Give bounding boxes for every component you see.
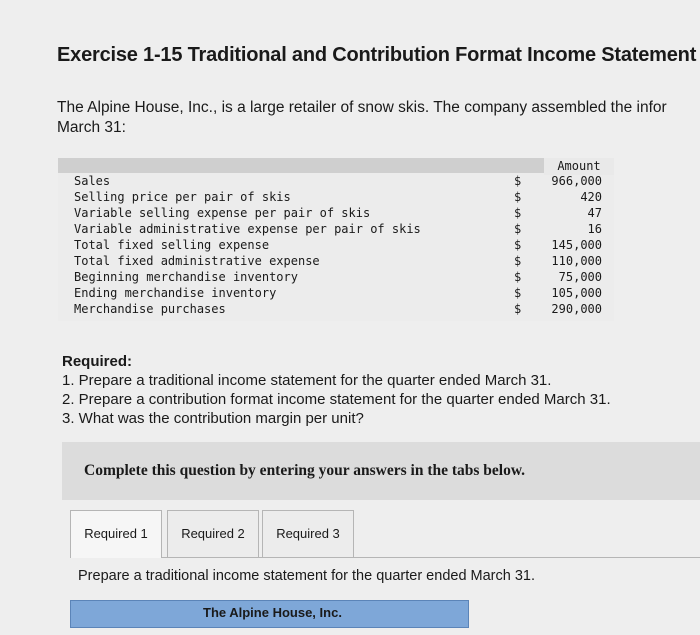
required-section (62, 352, 611, 428)
required-item-2: 2. Prepare a contribution format income statement for the quarter ended March 31. (62, 391, 611, 408)
row-label: Total fixed administrative expense (74, 254, 320, 268)
tab-required-2[interactable]: Required 2 (167, 510, 259, 558)
row-currency: $ (514, 302, 522, 316)
instruction-text: Complete this question by entering your answers in the tabs below. (84, 462, 526, 479)
row-currency: $ (514, 190, 522, 204)
amount-column-header: Amount (544, 158, 614, 175)
table-row (74, 253, 614, 269)
row-label: Variable selling expense per pair of skis (74, 206, 371, 220)
row-label: Merchandise purchases (74, 302, 226, 316)
row-label: Beginning merchandise inventory (74, 270, 298, 284)
table-row (74, 221, 614, 237)
row-amount: 105,000 (551, 286, 602, 300)
data-table (58, 158, 614, 321)
row-currency: $ (514, 222, 522, 236)
row-currency: $ (514, 254, 522, 268)
company-name: The Alpine House, Inc. (203, 605, 342, 620)
table-row (74, 301, 614, 317)
row-amount: 16 (587, 222, 602, 236)
row-currency: $ (514, 206, 522, 220)
required-item-3: 3. What was the contribution margin per unit? (62, 410, 364, 427)
required-item-1: 1. Prepare a traditional income statement for the quarter ended March 31. (62, 372, 552, 389)
row-amount: 966,000 (551, 174, 602, 188)
row-currency: $ (514, 286, 522, 300)
table-row (74, 205, 614, 221)
row-amount: 110,000 (551, 254, 602, 268)
table-header-band (58, 158, 614, 173)
row-currency: $ (514, 270, 522, 284)
table-row (74, 269, 614, 285)
tab-divider (70, 557, 700, 558)
instruction-panel (62, 442, 700, 500)
intro-text: The Alpine House, Inc., is a large retailer of snow skis. The company assembled the infor March 31: (57, 99, 667, 136)
row-label: Selling price per pair of skis (74, 190, 291, 204)
exercise-title: Exercise 1-15 Traditional and Contribution Format Income Statement (57, 44, 697, 66)
row-label: Sales (74, 174, 111, 188)
row-label: Total fixed selling expense (74, 238, 270, 252)
row-amount: 47 (587, 206, 602, 220)
required-heading: Required: (62, 353, 133, 370)
table-row (74, 173, 614, 189)
table-row (74, 189, 614, 205)
row-currency: $ (514, 174, 522, 188)
tab-required-1[interactable]: Required 1 (70, 510, 162, 558)
table-row (74, 285, 614, 301)
company-header-bar (70, 600, 469, 628)
row-label: Variable administrative expense per pair of skis (74, 222, 421, 236)
row-label: Ending merchandise inventory (74, 286, 277, 300)
table-row (74, 237, 614, 253)
row-amount: 420 (580, 190, 602, 204)
tab-prompt: Prepare a traditional income statement for the quarter ended March 31. (78, 568, 536, 584)
row-currency: $ (514, 238, 522, 252)
tab-required-3[interactable]: Required 3 (262, 510, 354, 558)
row-amount: 145,000 (551, 238, 602, 252)
row-amount: 290,000 (551, 302, 602, 316)
row-amount: 75,000 (558, 270, 602, 284)
